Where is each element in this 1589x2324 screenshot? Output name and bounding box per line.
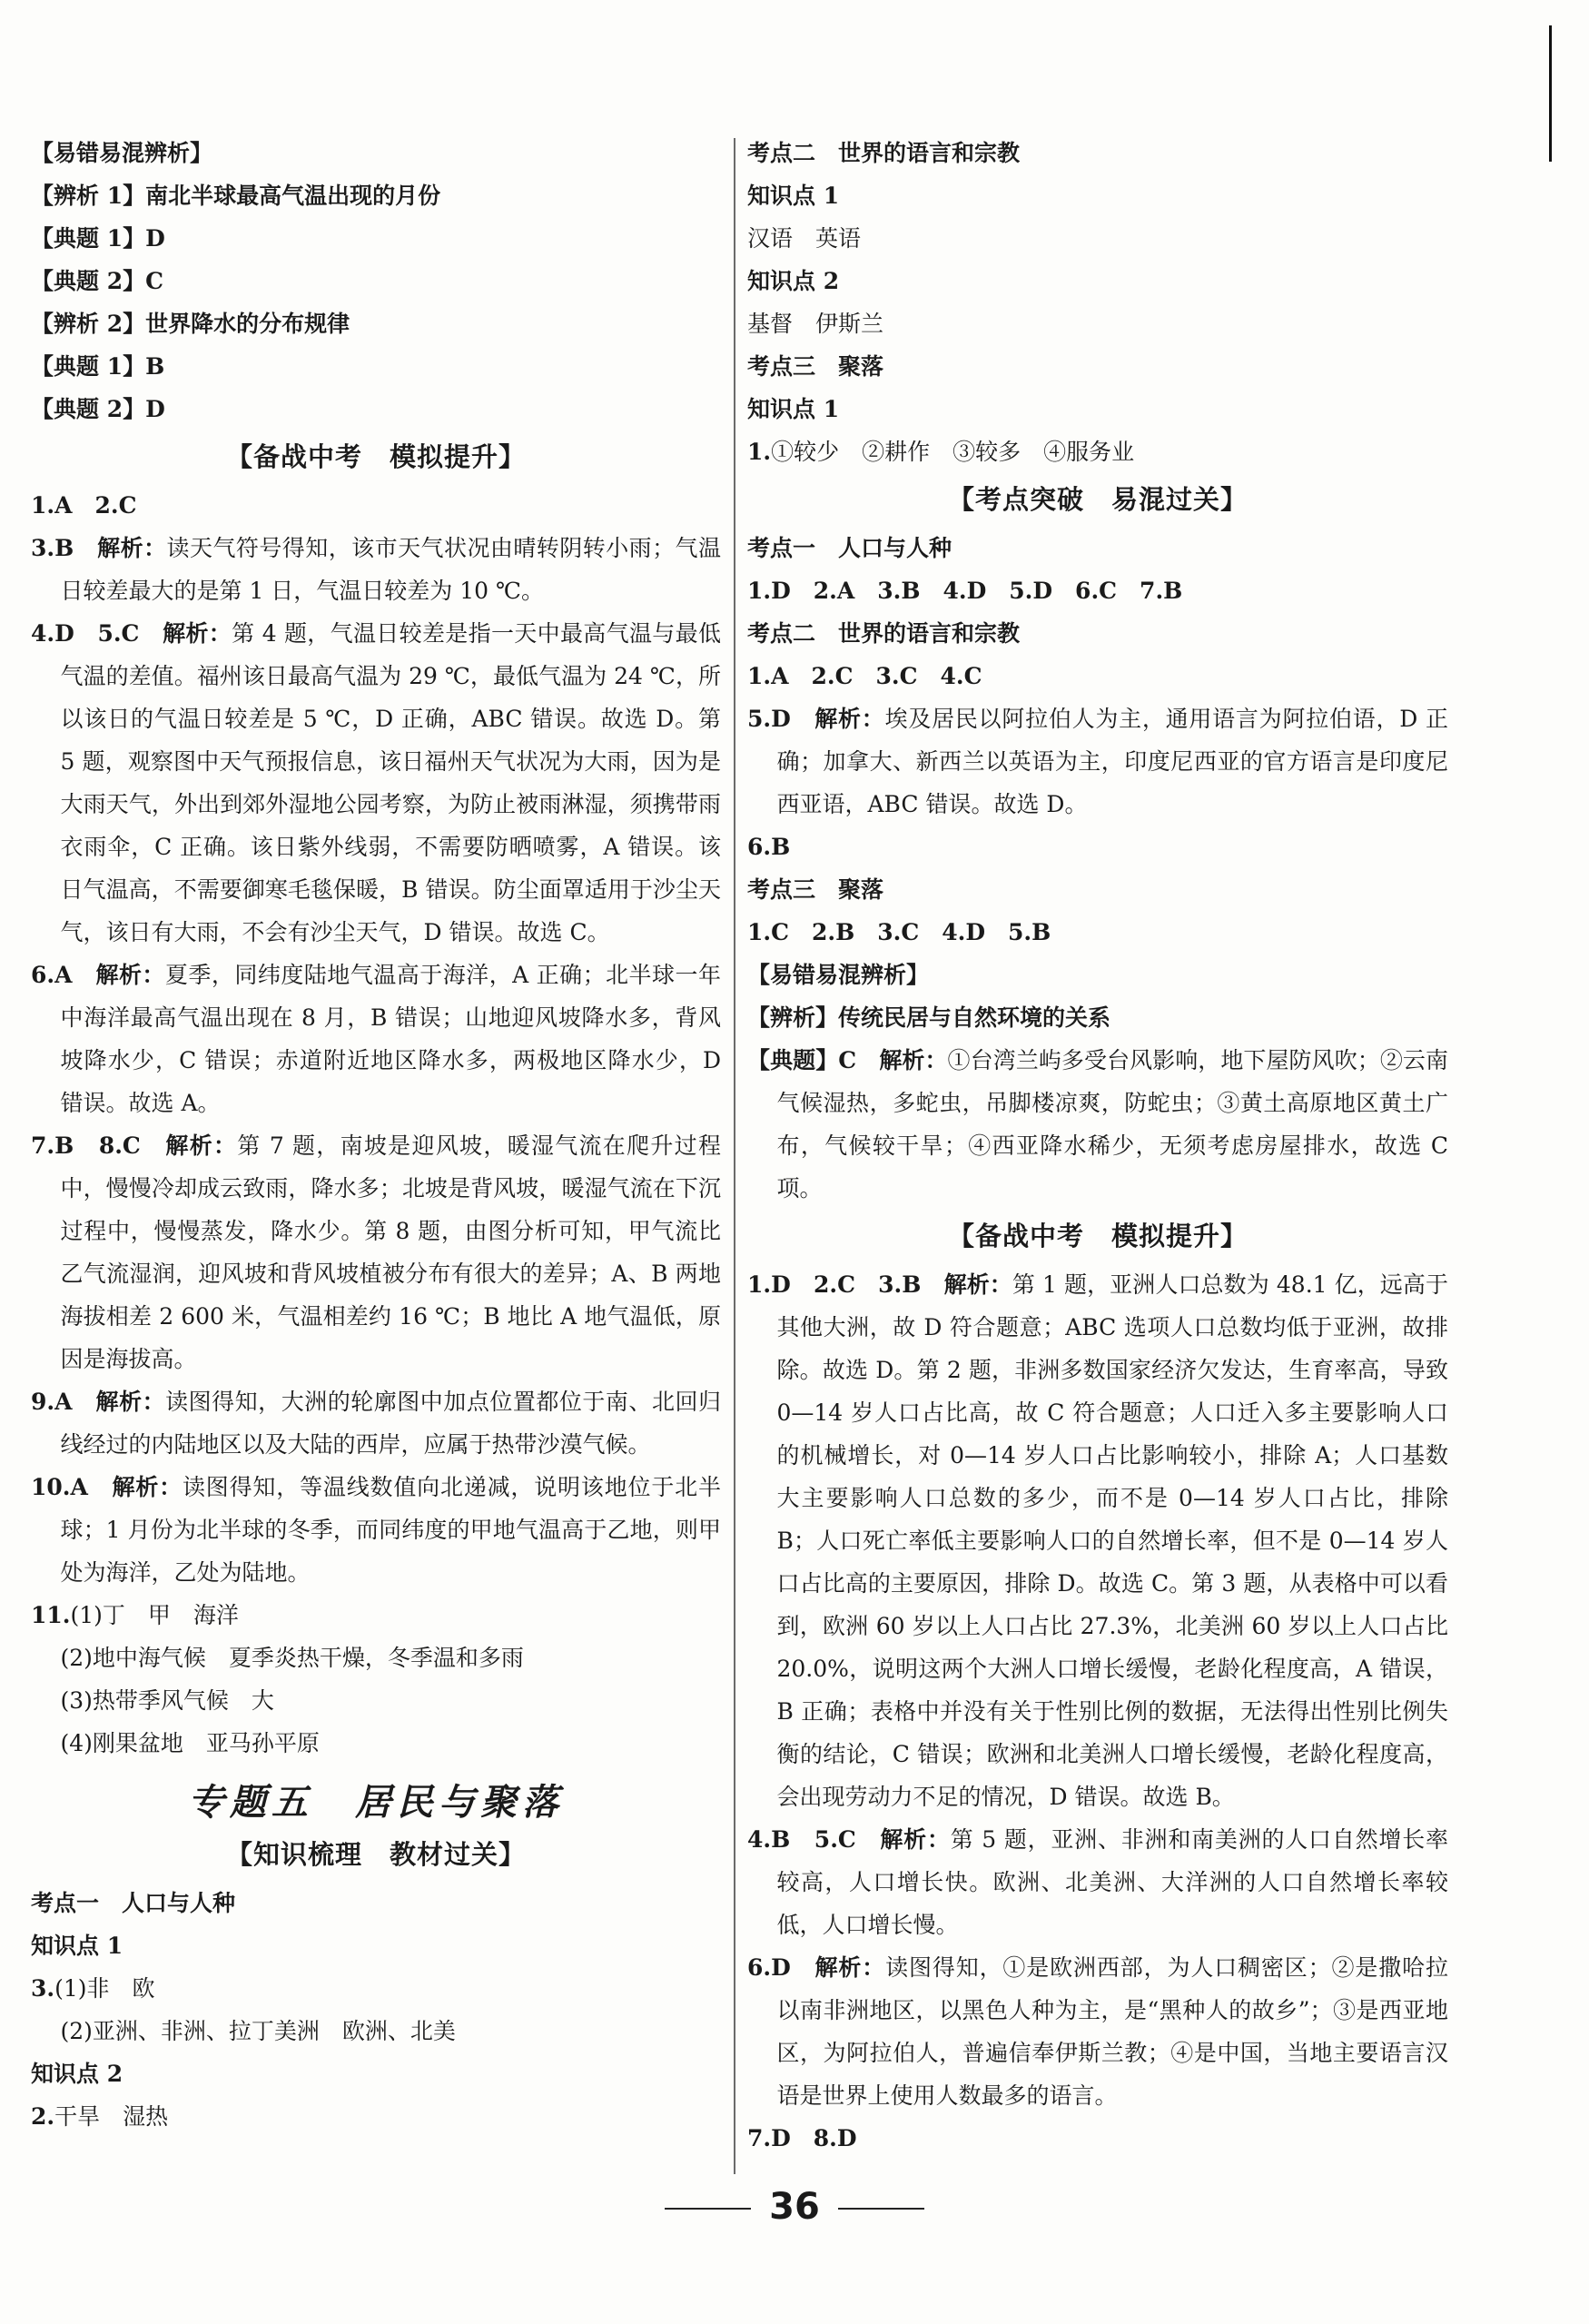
knowledge-point-heading: 知识点 1 bbox=[31, 1933, 123, 1959]
column-divider bbox=[734, 138, 735, 2174]
answer-label: 【辨析】传统民居与自然环境的关系 bbox=[747, 1004, 1111, 1031]
answer-label: 【辨析 2】世界降水的分布规律 bbox=[31, 311, 350, 337]
answer-item bbox=[31, 612, 721, 954]
knowledge-point-heading: 考点二 世界的语言和宗教 bbox=[747, 140, 1021, 166]
answer-item bbox=[747, 826, 1448, 868]
answer-item bbox=[31, 1124, 721, 1380]
knowledge-point-heading: 知识点 1 bbox=[747, 396, 840, 422]
answer-text: 第 5 题，亚洲、非洲和南美洲的人口自然增长率较高，人口增长快。欧洲、北美洲、大洋洲的人口自然增长率较低，人口增长慢。 bbox=[776, 1826, 1448, 1938]
explanation-label: 解析： bbox=[95, 962, 165, 988]
answer-text: 干旱 湿热 bbox=[54, 2103, 169, 2130]
explanation-label: 解析： bbox=[879, 1047, 948, 1073]
sub-answer: (2)亚洲、非洲、拉丁美洲 欧洲、北美 bbox=[60, 2018, 456, 2044]
knowledge-point-heading: 考点三 聚落 bbox=[747, 353, 884, 380]
answer-item bbox=[31, 1967, 721, 2010]
section-heading: 【知识梳理 教材过关】 bbox=[225, 1839, 526, 1870]
answer-item bbox=[747, 1946, 1448, 2117]
answer-text: 读天气符号得知，该市天气状况由晴转阴转小雨；气温日较差最大的是第 1 日，气温日较差为 10 ℃。 bbox=[60, 535, 721, 604]
explanation-label: 解析： bbox=[165, 1132, 238, 1159]
knowledge-point-heading: 知识点 2 bbox=[31, 2061, 123, 2087]
answer-text: ①较少 ②耕作 ③较多 ④服务业 bbox=[771, 439, 1135, 465]
sub-answer: (2)地中海气候 夏季炎热干燥，冬季温和多雨 bbox=[60, 1645, 524, 1671]
answer-item bbox=[747, 430, 1448, 473]
knowledge-point-heading: 知识点 2 bbox=[747, 268, 840, 294]
explanation-label: 解析： bbox=[163, 620, 232, 647]
answer-text: (1)丁 甲 海洋 bbox=[70, 1602, 239, 1628]
knowledge-point-heading: 考点一 人口与人种 bbox=[747, 535, 952, 561]
answer-label: 【典题 1】B bbox=[31, 353, 165, 380]
answer-label: 【典题 1】D bbox=[31, 225, 165, 252]
answer-text: 埃及居民以阿拉伯人为主，通用语言为阿拉伯语，D 正确；加拿大、新西兰以英语为主，印度尼西亚的官方语言是印度尼西亚语，ABC 错误。故选 D。 bbox=[776, 706, 1448, 817]
answer-label: 【辨析 1】南北半球最高气温出现的月份 bbox=[31, 183, 441, 209]
explanation-label: 解析： bbox=[880, 1826, 951, 1853]
answer-label: 【典题 2】D bbox=[31, 396, 165, 422]
answer-item bbox=[31, 484, 721, 527]
answer-text: ①台湾兰屿多受台风影响，地下屋防风吹；②云南气候湿热，多蛇虫，吊脚楼凉爽，防蛇虫；③黄土高原地区黄土广布，气候较干旱；④西亚降水稀少，无须考虑房屋排水，故选 C 项。 bbox=[776, 1047, 1448, 1202]
knowledge-point-heading: 考点二 世界的语言和宗教 bbox=[747, 620, 1021, 647]
answer-number: 3. bbox=[31, 1975, 55, 2002]
explanation-label: 解析： bbox=[95, 1389, 166, 1415]
answer-item bbox=[747, 1263, 1448, 1818]
answer-item bbox=[747, 655, 1448, 697]
knowledge-point-heading: 知识点 1 bbox=[747, 183, 840, 209]
answer-text: 第 1 题，亚洲人口总数为 48.1 亿，远高于其他大洲，故 D 符合题意；ABC 选项人口总数均低于亚洲，故排除。故选 D。第 2 题，非洲多数国家经济欠发达，生育率高，导致 0—14 岁人口占比高，故 C 符合题意；人口迁入多主要影响人口的机械增长，对 0—14 岁人口占比影响较小，排除 A；人口基数大主要影响人口总数的多少，而不是 0—14 岁人口占比，排除 B；人口死亡率低主要影响人口的自然增长率，但不是 0—14 岁人口占比高的主要原因，排除 D。故选 C。第 3 题，从表格中可以看到，欧洲 60 岁以上人口占比 27.3%，北美洲 60 岁以上人口占比 20.0%，说明这两个大洲人口增长缓慢，老龄化程度高，A 错误，B 正确；表格中并没有关于性别比例的数据，无法得出性别比例失衡的结论，C 错误；欧洲和北美洲人口增长缓慢，老龄化程度高，会出现劳动力不足的情况，D 错误。故选 B。 bbox=[776, 1271, 1448, 1810]
topic-title: 专题五 居民与聚落 bbox=[188, 1781, 564, 1824]
answer-number: 7.B 8.C bbox=[31, 1132, 141, 1159]
answer-text: (1)非 欧 bbox=[54, 1975, 155, 2002]
explanation-label: 解析： bbox=[814, 1954, 886, 1981]
answer-number: 7.D 8.D bbox=[747, 2125, 857, 2151]
answer-item bbox=[747, 911, 1448, 954]
left-column bbox=[31, 132, 721, 2138]
answer-item bbox=[747, 697, 1448, 826]
explanation-label: 解析： bbox=[97, 535, 167, 561]
page-number: 36 bbox=[769, 2186, 820, 2228]
answer-number: 5.D bbox=[747, 706, 791, 732]
answer-item bbox=[31, 1594, 721, 1637]
answer-item bbox=[31, 1466, 721, 1594]
answer-item bbox=[747, 569, 1448, 612]
answer-number: 9.A bbox=[31, 1389, 73, 1415]
sub-answer: (3)热带季风气候 大 bbox=[60, 1687, 274, 1714]
explanation-label: 解析： bbox=[943, 1271, 1012, 1298]
answer-text: 第 7 题，南坡是迎风坡，暖湿气流在爬升过程中，慢慢冷却成云致雨，降水多；北坡是背风坡，暖湿气流在下沉过程中，慢慢蒸发，降水少。第 8 题，由图分析可知，甲气流比乙气流湿润，迎风坡和背风坡植被分布有很大的差异；A、B 两地海拔相差 2 600 米，气温相差约 16 ℃；B 地比 A 地气温低，原因是海拔高。 bbox=[60, 1132, 721, 1372]
footer-dash-right bbox=[838, 2208, 924, 2210]
answer-number: 2. bbox=[31, 2103, 55, 2130]
answer-number: 1.A 2.C bbox=[31, 492, 137, 519]
answer-number: 4.B 5.C bbox=[747, 1826, 856, 1853]
answer-line: 基督 伊斯兰 bbox=[747, 311, 884, 337]
answer-number: 【典题】C bbox=[747, 1047, 857, 1073]
explanation-label: 解析： bbox=[814, 706, 885, 732]
answer-label: 【典题 2】C bbox=[31, 268, 163, 294]
section-heading: 【备战中考 模拟提升】 bbox=[225, 441, 526, 472]
knowledge-point-heading: 考点三 聚落 bbox=[747, 876, 884, 903]
section-heading: 【备战中考 模拟提升】 bbox=[947, 1221, 1248, 1251]
answer-number: 1.C 2.B 3.C 4.D 5.B bbox=[747, 919, 1051, 945]
answer-text: 夏季，同纬度陆地气温高于海洋，A 正确；北半球一年中海洋最高气温出现在 8 月，B 错误；山地迎风坡降水多，背风坡降水少，C 错误；赤道附近地区降水多，两极地区降水少，D 错误。故选 A。 bbox=[60, 962, 721, 1116]
answer-line: 汉语 英语 bbox=[747, 225, 862, 252]
answer-item bbox=[31, 527, 721, 612]
answer-item bbox=[747, 2117, 1448, 2160]
sub-answer: (4)刚果盆地 亚马孙平原 bbox=[60, 1730, 320, 1756]
answer-text: 读图得知，①是欧洲西部，为人口稠密区；②是撒哈拉以南非洲地区，以黑色人种为主，是“黑种人的故乡”；③是西亚地区，为阿拉伯人，普遍信奉伊斯兰教；④是中国，当地主要语言汉语是世界上使用人数最多的语言。 bbox=[776, 1954, 1448, 2109]
answer-item bbox=[747, 1818, 1448, 1946]
answer-number: 10.A bbox=[31, 1474, 88, 1500]
answer-number: 1. bbox=[747, 439, 772, 465]
answer-label: 【易错易混辨析】 bbox=[31, 140, 213, 166]
answer-number: 3.B bbox=[31, 535, 74, 561]
answer-item bbox=[31, 954, 721, 1124]
answer-label: 【易错易混辨析】 bbox=[747, 962, 930, 988]
answer-number: 6.B bbox=[747, 834, 791, 860]
answer-number: 11. bbox=[31, 1602, 71, 1628]
answer-text: 读图得知，大洲的轮廓图中加点位置都位于南、北回归线经过的内陆地区以及大陆的西岸，应属于热带沙漠气候。 bbox=[60, 1389, 721, 1458]
answer-number: 1.A 2.C 3.C 4.C bbox=[747, 663, 982, 689]
answer-item bbox=[747, 1039, 1448, 1210]
footer-dash-left bbox=[665, 2208, 751, 2210]
right-column bbox=[747, 132, 1448, 2160]
answer-text: 读图得知，等温线数值向北递减，说明该地位于北半球；1 月份为北半球的冬季，而同纬度的甲地气温高于乙地，则甲处为海洋，乙处为陆地。 bbox=[60, 1474, 721, 1586]
page-edge-rule bbox=[1549, 25, 1552, 162]
section-heading: 【考点突破 易混过关】 bbox=[947, 484, 1248, 515]
answer-item bbox=[31, 1380, 721, 1466]
page-footer bbox=[0, 2180, 1589, 2234]
knowledge-point-heading: 考点一 人口与人种 bbox=[31, 1890, 236, 1916]
answer-number: 4.D 5.C bbox=[31, 620, 140, 647]
answer-number: 1.D 2.A 3.B 4.D 5.D 6.C 7.B bbox=[747, 578, 1183, 604]
explanation-label: 解析： bbox=[112, 1474, 183, 1500]
answer-number: 1.D 2.C 3.B bbox=[747, 1271, 922, 1298]
answer-item bbox=[31, 2095, 721, 2138]
answer-number: 6.D bbox=[747, 1954, 791, 1981]
answer-text: 第 4 题，气温日较差是指一天中最高气温与最低气温的差值。福州该日最高气温为 29 ℃，最低气温为 24 ℃，所以该日的气温日较差是 5 ℃，D 正确，ABC 错误。故选 D。第 5 题，观察图中天气预报信息，该日福州天气状况为大雨，因为是大雨天气，外出到郊外湿地公园考察，为防止被雨淋湿，须携带雨衣雨伞，C 正确。该日紫外线弱，不需要防晒喷雾，A 错误。该日气温高，不需要御寒毛毯保暖，B 错误。防尘面罩适用于沙尘天气，该日有大雨，不会有沙尘天气，D 错误。故选 C。 bbox=[60, 620, 721, 945]
answer-number: 6.A bbox=[31, 962, 73, 988]
